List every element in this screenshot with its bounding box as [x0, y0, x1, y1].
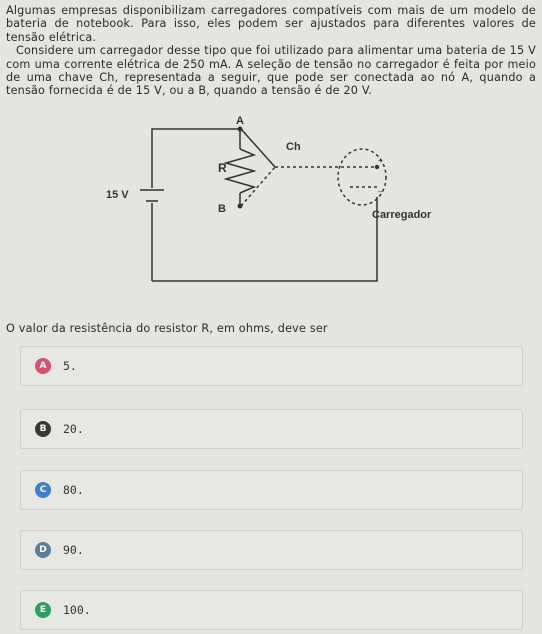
option-c-text: 80.	[63, 483, 84, 497]
node-charger-plus	[375, 165, 379, 169]
label-charger: Carregador	[372, 209, 432, 221]
resistor	[226, 149, 254, 193]
option-d[interactable]	[20, 530, 523, 570]
option-b[interactable]	[20, 409, 523, 449]
label-a: A	[236, 115, 244, 127]
option-a[interactable]	[20, 346, 523, 386]
option-c[interactable]	[20, 470, 523, 510]
option-d-text: 90.	[63, 543, 84, 557]
switch-ch-arm	[241, 129, 275, 167]
label-source: 15 V	[106, 189, 129, 201]
node-b	[238, 204, 243, 209]
option-e-text: 100.	[63, 603, 91, 617]
wire-bottom	[152, 197, 377, 281]
label-r: R	[218, 161, 227, 175]
question-text	[6, 4, 536, 98]
option-b-text: 20.	[63, 422, 84, 436]
label-ch: Ch	[286, 141, 301, 153]
option-d-badge: D	[35, 542, 51, 558]
option-a-text: 5.	[63, 359, 77, 373]
label-plus: +	[378, 156, 383, 165]
label-b: B	[218, 203, 226, 215]
question-stem: O valor da resistência do resistor R, em ohms, deve ser	[6, 322, 328, 335]
option-e-badge: E	[35, 602, 51, 618]
option-e[interactable]	[20, 590, 523, 630]
node-a	[238, 127, 243, 132]
question-paragraph-2: Considere um carregador desse tipo que foi utilizado para alimentar uma bateria de 15 V com uma corrente elétrica de 250 mA. A seleção de tensão no carregador é feita por meio de uma chave Ch, representada a seguir, que pode ser conectada ao nó A, quando a tensão fornecida é de 15 V, ou a B, quando a tensão é de 20 V.	[6, 44, 536, 98]
option-b-badge: B	[35, 421, 51, 437]
option-c-badge: C	[35, 482, 51, 498]
circuit-diagram	[100, 115, 450, 290]
option-a-badge: A	[35, 358, 51, 374]
label-minus: –	[378, 187, 383, 196]
question-paragraph-1: Algumas empresas disponibilizam carregadores compatíveis com mais de um modelo de bateria de notebook. Para isso, eles podem ser ajustados para diferentes valores de tensão elétrica.	[6, 4, 536, 44]
